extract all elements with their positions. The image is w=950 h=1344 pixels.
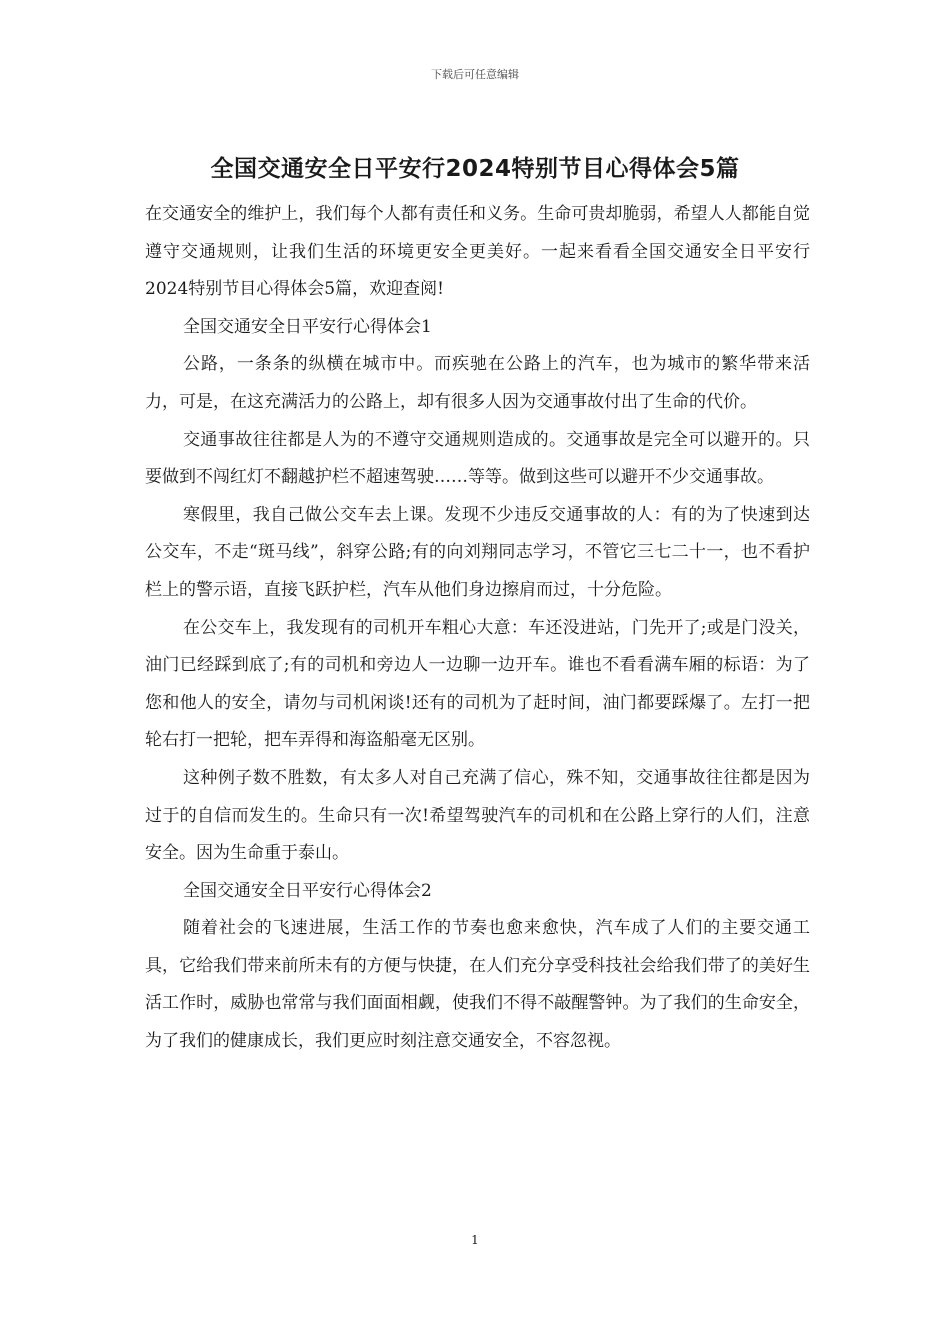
body-paragraph: 寒假里，我自己做公交车去上课。发现不少违反交通事故的人：有的为了快速到达公交车，不走“斑马线”，斜穿公路;有的向刘翔同志学习，不管它三七二十一，也不看护栏上的警示语，直接飞跃护栏，汽车从他们身边擦肩而过，十分危险。	[145, 504, 810, 600]
body-paragraph: 公路，一条条的纵横在城市中。而疾驰在公路上的汽车，也为城市的繁华带来活力，可是，在这充满活力的公路上，却有很多人因为交通事故付出了生命的代价。	[145, 354, 810, 412]
page-number: 1	[471, 1233, 479, 1247]
body-paragraph: 随着社会的飞速进展，生活工作的节奏也愈来愈快，汽车成了人们的主要交通工具，它给我们带来前所未有的方便与快捷，在人们充分享受科技社会给我们带了的美好生活工作时，威胁也常常与我们面面相觑，使我们不得不敲醒警钟。为了我们的生命安全，为了我们的健康成长，我们更应时刻注意交通安全，不容忽视。	[145, 918, 810, 1052]
section-heading: 全国交通安全日平安行心得体会1	[183, 316, 432, 337]
section-heading: 全国交通安全日平安行心得体会2	[183, 880, 432, 901]
document-title: 全国交通安全日平安行2024特别节目心得体会5篇	[210, 156, 740, 182]
header-note: 下载后可任意编辑	[431, 68, 519, 81]
body-paragraph: 这种例子数不胜数，有太多人对自己充满了信心，殊不知，交通事故往往都是因为过于的自信而发生的。生命只有一次!希望驾驶汽车的司机和在公路上穿行的人们，注意安全。因为生命重于泰山。	[145, 767, 810, 864]
body-paragraph: 在公交车上，我发现有的司机开车粗心大意：车还没进站，门先开了;或是门没关，油门已经踩到底了;有的司机和旁边人一边聊一边开车。谁也不看看满车厢的标语：为了您和他人的安全，请勿与司机闲谈!还有的司机为了赶时间，油门都要踩爆了。左打一把轮右打一把轮，把车弄得和海盗船毫无区别。	[145, 617, 810, 751]
intro-paragraph: 在交通安全的维护上，我们每个人都有责任和义务。生命可贵却脆弱，希望人人都能自觉遵守交通规则，让我们生活的环境更安全更美好。一起来看看全国交通安全日平安行2024特别节目心得体会5篇，欢迎查阅!	[145, 204, 810, 300]
document-body	[145, 196, 810, 1061]
body-paragraph: 交通事故往往都是人为的不遵守交通规则造成的。交通事故是完全可以避开的。只要做到不闯红灯不翻越护栏不超速驾驶……等等。做到这些可以避开不少交通事故。	[145, 429, 810, 488]
